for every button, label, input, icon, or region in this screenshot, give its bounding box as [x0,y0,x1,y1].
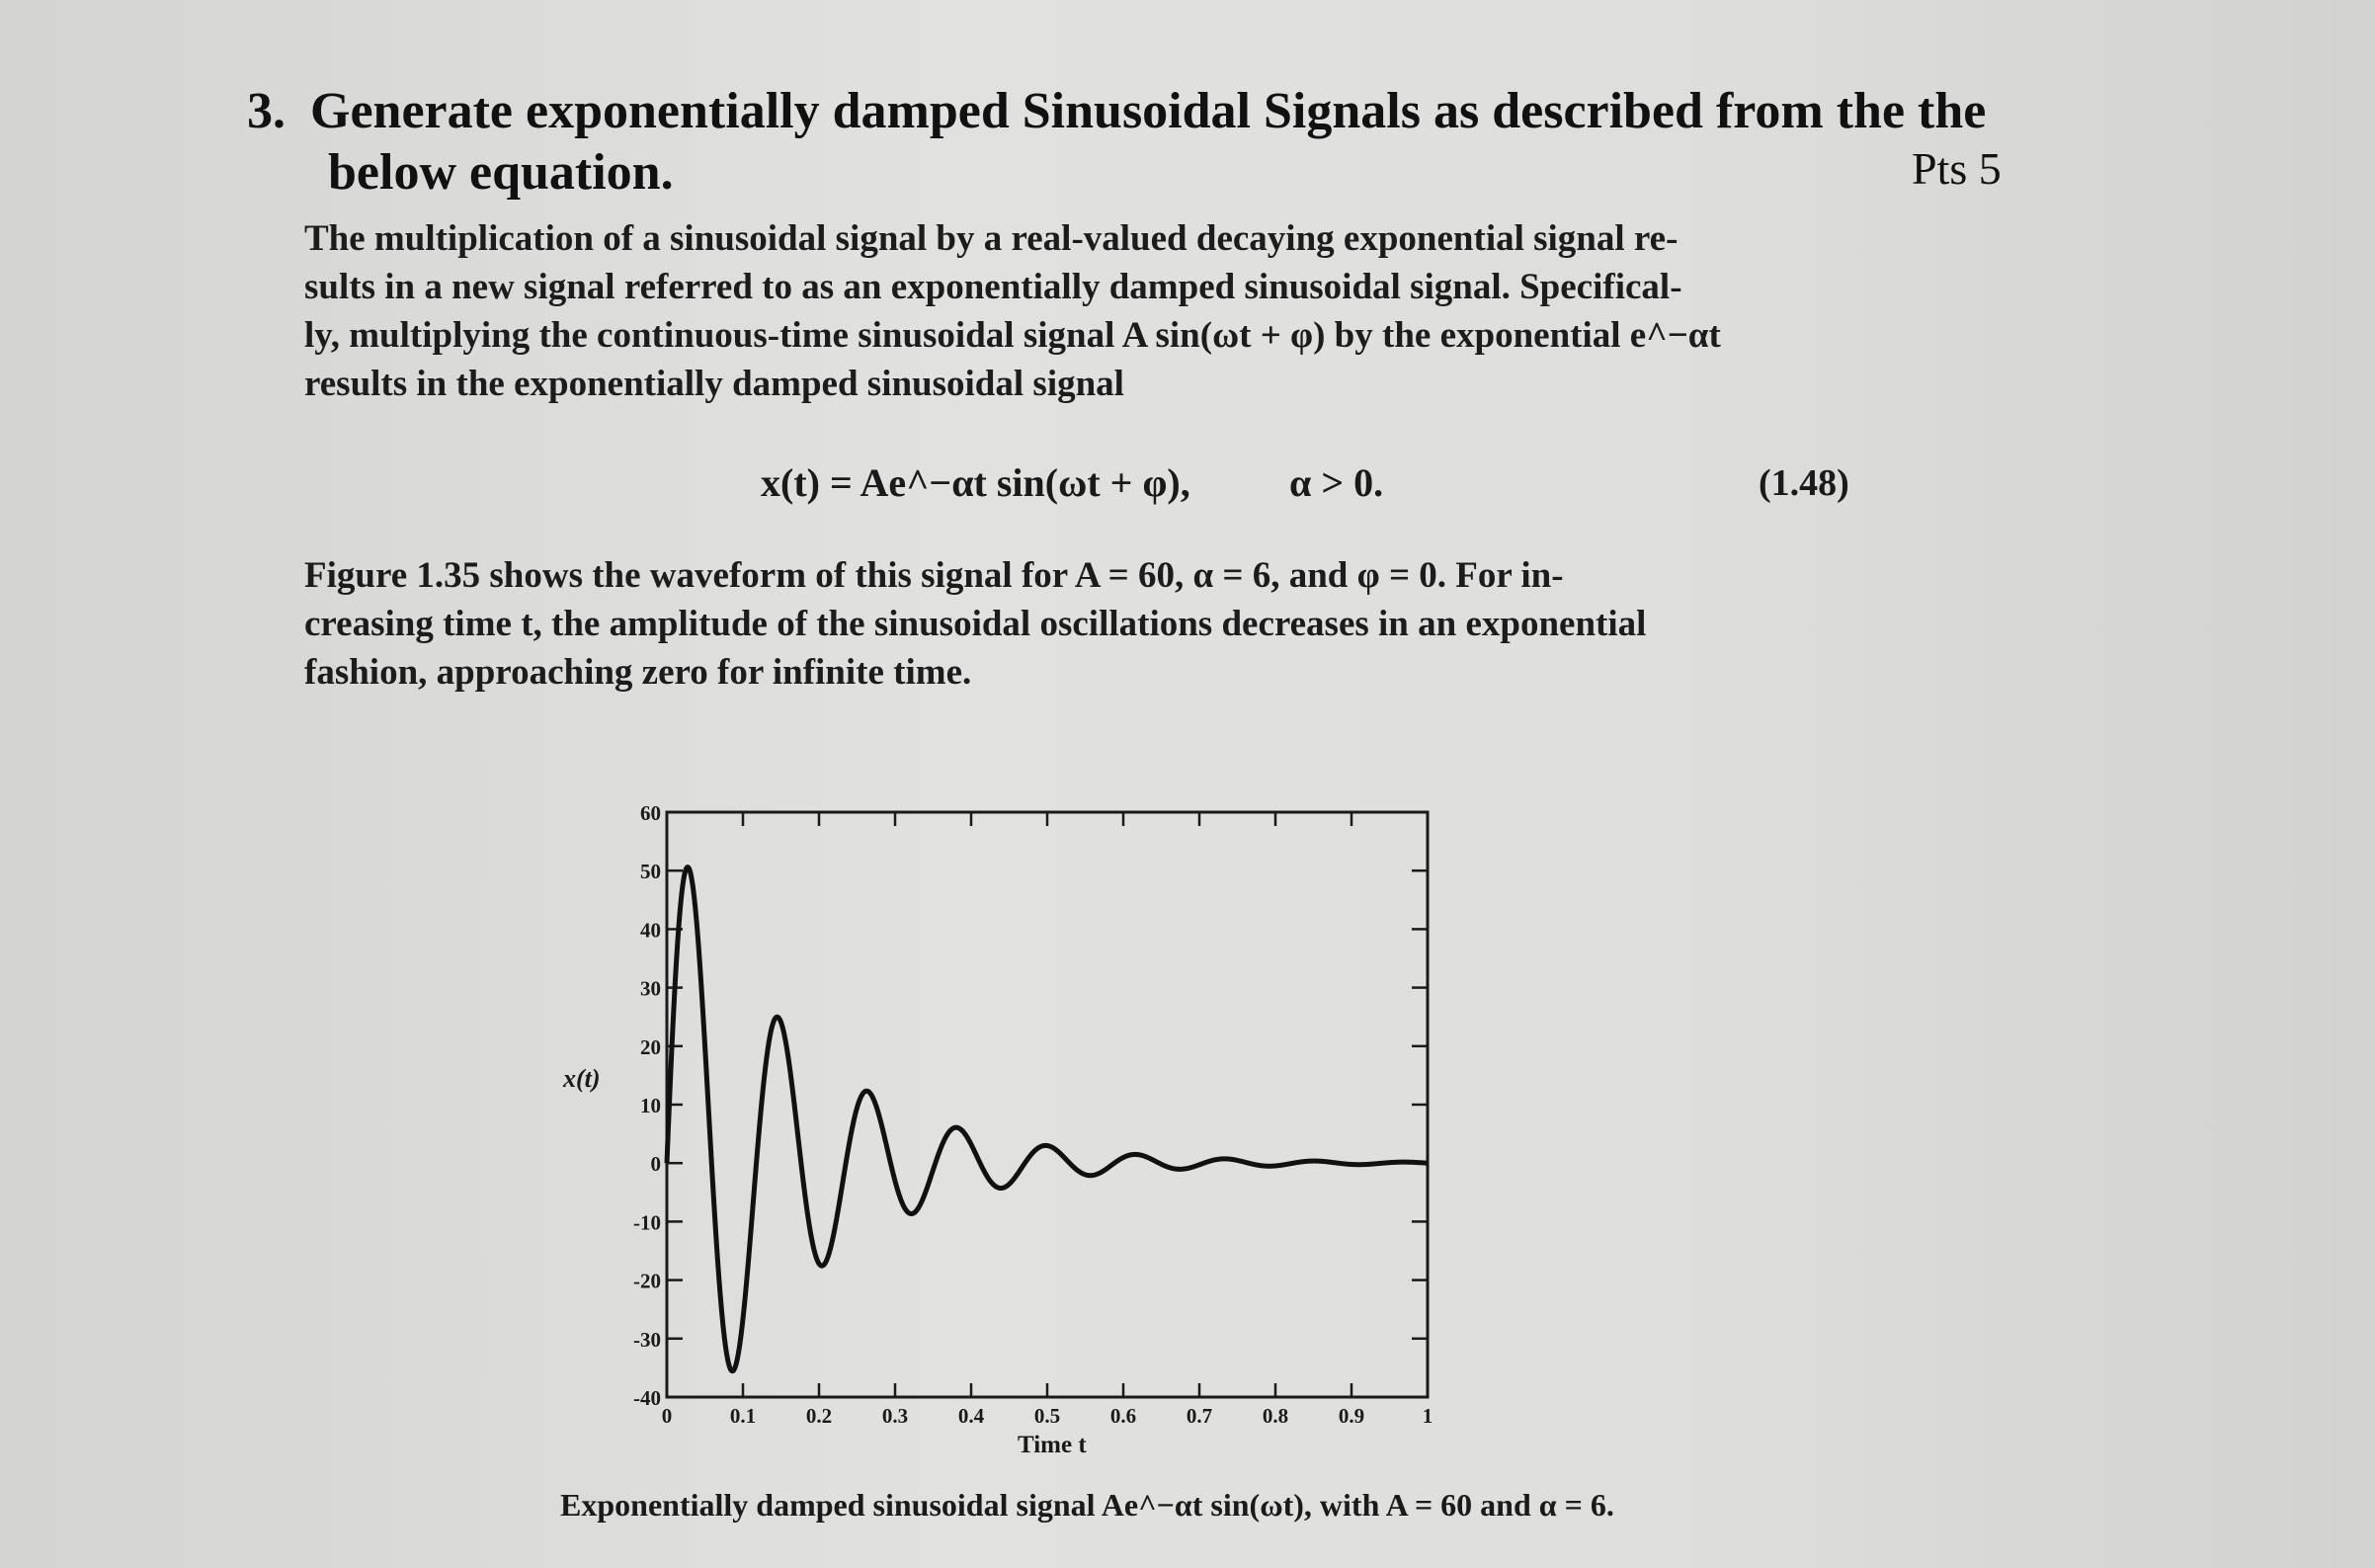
y-tick-label: 30 [640,976,661,1001]
y-tick-label: 10 [640,1094,661,1117]
y-tick-label: 60 [640,801,661,825]
x-tick-label: 0.6 [1109,1404,1137,1428]
equation-condition: α > 0. [1289,460,1384,505]
paragraph-line: The multiplication of a sinusoidal signal by a real-valued decaying exponential signal re- [304,218,1679,259]
tick-labels [633,801,1433,1428]
damped-sinusoid-chart [533,771,1521,1482]
paragraph-line: ly, multiplying the continuous-time sinusoidal signal A sin(ωt + φ) by the exponential e^−αt [304,315,1721,356]
y-axis-label: x(t) [563,1064,601,1093]
paragraph-line: fashion, approaching zero for infinite time. [304,652,972,693]
x-tick-label: 0.4 [957,1404,985,1428]
paragraph-line: Figure 1.35 shows the waveform of this signal for A = 60, α = 6, and φ = 0. For in- [304,555,1564,596]
x-tick-label: 0.1 [729,1404,757,1428]
paragraph-line: sults in a new signal referred to as an exponentially damped sinusoidal signal. Specifical- [304,267,1682,307]
x-tick-label: 1 [1422,1404,1433,1428]
paragraph-line: results in the exponentially damped sinusoidal signal [304,364,1124,404]
y-tick-label: -30 [633,1327,661,1352]
x-tick-label: 0.3 [881,1404,909,1428]
x-tick-label: 0.5 [1033,1404,1061,1428]
tick-marks [667,812,1428,1397]
signal-line [667,867,1428,1371]
paragraph-multiplication [304,214,1885,408]
y-tick-label: -10 [633,1210,661,1235]
paragraph-figure-description [304,551,1885,697]
y-tick-label: -40 [633,1386,661,1410]
points-label: Pts 5 [1912,143,2002,194]
x-tick-label: 0.9 [1338,1404,1365,1428]
y-tick-label: 50 [640,860,661,884]
equation-number: (1.48) [1759,462,1849,504]
x-tick-label: 0.8 [1262,1404,1289,1428]
x-axis-label: Time t [1018,1432,1087,1458]
equation-expression: x(t) = Ae^−αt sin(ωt + φ), [761,460,1190,505]
paragraph-line: creasing time t, the amplitude of the sinusoidal oscillations decreases in an exponential [304,604,1647,644]
y-tick-label: 20 [640,1034,661,1059]
plot-frame [667,812,1428,1397]
x-tick-label: 0.2 [805,1404,833,1428]
y-tick-label: 0 [650,1152,661,1177]
question-number: 3. [247,83,286,139]
figure-caption: Exponentially damped sinusoidal signal Ae^−αt sin(ωt), with A = 60 and α = 6. [560,1487,1614,1523]
question-heading-line-2: below equation. [328,144,674,201]
y-tick-label: 40 [640,918,661,943]
x-tick-label: 0 [661,1404,673,1428]
question-heading-line-1: Generate exponentially damped Sinusoidal Signals as described from the the [310,83,1987,139]
x-tick-label: 0.7 [1186,1404,1213,1428]
y-tick-label: -20 [633,1269,661,1293]
